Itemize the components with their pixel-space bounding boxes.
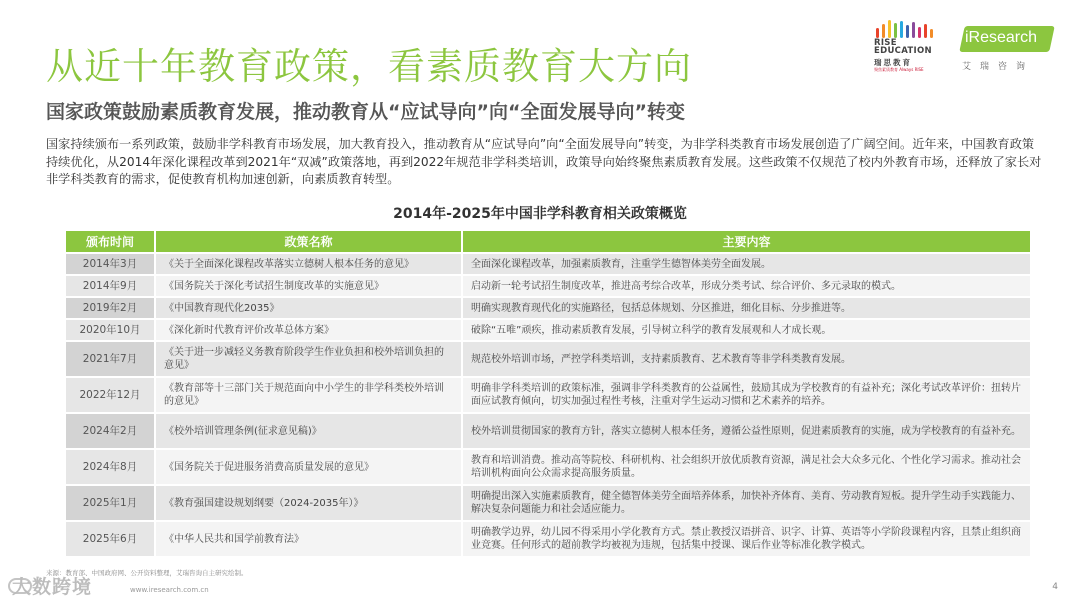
rise-logo-text: RISE EDUCATION [874, 38, 932, 56]
policy-table [64, 229, 1032, 558]
row-content: 校外培训贯彻国家的教育方针，落实立德树人根本任务，遵循公益性原则，促进素质教育的实施，成为学校教育的有益补充。 [463, 414, 1030, 448]
row-policy-name: 《关于进一步减轻义务教育阶段学生作业负担和校外培训负担的意见》 [156, 342, 461, 376]
row-policy-name: 《国务院关于促进服务消费高质量发展的意见》 [156, 450, 461, 484]
row-content: 明确提出深入实施素质教育，健全德智体美劳全面培养体系，加快补齐体育、美育、劳动教育短板。提升学生动手实践能力、解决复杂问题能力和社会适应能力。 [463, 486, 1030, 520]
table-row [66, 298, 1030, 318]
source-note: 来源：教育部、中国政府网、公开资料整理，艾瑞咨询自主研究绘制。 [46, 569, 248, 577]
iresearch-logo-cn: 艾瑞咨询 [962, 62, 1035, 72]
header-date: 颁布时间 [66, 231, 154, 252]
table-header-row [66, 231, 1030, 252]
header-policy-name: 政策名称 [156, 231, 461, 252]
intro-paragraph: 国家持续颁布一系列政策，鼓励非学科教育市场发展，加大教育投入，推动教育从“应试导向”向“全面发展导向”转变，为非学科类教育市场发展创造了广阔空间。近年来，中国教育政策持续优化，从2014年深化课程改革到2021年“双减”政策落地，再到2022年规范非学科类培训，政策导向始终聚焦素质教育发展。这些政策不仅规范了校内外教育市场，还释放了家长对非学科类教育的需求，促使教育机构加速创新，向素质教育转型。 [46, 137, 1042, 186]
row-date: 2024年2月 [66, 414, 154, 448]
header-content: 主要内容 [463, 231, 1030, 252]
table-row [66, 378, 1030, 412]
row-content: 明确教学边界，幼儿园不得采用小学化教育方式。禁止教授汉语拼音、识字、计算、英语等小学阶段课程内容，且禁止组织商业竞赛。任何形式的超前教学均被视为违规，包括集中授课、课后作业等标准化教学模式。 [463, 522, 1030, 556]
watermark-text: 大数跨境 [12, 576, 93, 598]
row-date: 2025年6月 [66, 522, 154, 556]
row-content: 全面深化课程改革，加强素质教育，注重学生德智体美劳全面发展。 [463, 254, 1030, 274]
row-policy-name: 《校外培训管理条例(征求意见稿)》 [156, 414, 461, 448]
rise-education-logo [874, 20, 946, 70]
table-row [66, 522, 1030, 556]
row-date: 2024年8月 [66, 450, 154, 484]
footer-url: www.iresearch.com.cn [130, 586, 209, 594]
row-policy-name: 《中国教育现代化2035》 [156, 298, 461, 318]
table-row [66, 276, 1030, 296]
page-subtitle: 国家政策鼓励素质教育发展，推动教育从“应试导向”向“全面发展导向”转变 [46, 101, 685, 123]
row-content: 规范校外培训市场，严控学科类培训，支持素质教育、艺术教育等非学科类教育发展。 [463, 342, 1030, 376]
row-content: 明确实现教育现代化的实施路径，包括总体规划、分区推进，细化目标、分步推进等。 [463, 298, 1030, 318]
table-title: 2014年-2025年中国非学科教育相关政策概览 [393, 206, 687, 222]
table-row [66, 414, 1030, 448]
page-number: 4 [1052, 582, 1058, 592]
page-title: 从近十年教育政策，看素质教育大方向 [46, 45, 692, 88]
table-row [66, 320, 1030, 340]
row-date: 2025年1月 [66, 486, 154, 520]
row-content: 启动新一轮考试招生制度改革，推进高考综合改革，形成分类考试、综合评价、多元录取的模式。 [463, 276, 1030, 296]
row-date: 2020年10月 [66, 320, 154, 340]
iresearch-logo-text: iResearch [965, 29, 1038, 46]
row-date: 2014年3月 [66, 254, 154, 274]
row-content: 明确非学科类培训的政策标准，强调非学科类教育的公益属性，鼓励其成为学校教育的有益补充；深化考试改革评价：扭转片面应试教育倾向，切实加强过程性考核，注重对学生运动习惯和艺术素养的培养。 [463, 378, 1030, 412]
table-row [66, 342, 1030, 376]
rise-logo-cn: 瑞思教育 [874, 58, 912, 67]
row-policy-name: 《关于全面深化课程改革落实立德树人根本任务的意见》 [156, 254, 461, 274]
table-row [66, 254, 1030, 274]
row-content: 破除“五唯”顽疾，推动素质教育发展，引导树立科学的教育发展观和人才成长观。 [463, 320, 1030, 340]
row-policy-name: 《深化新时代教育评价改革总体方案》 [156, 320, 461, 340]
row-content: 教育和培训消费。推动高等院校、科研机构、社会组织开放优质教育资源，满足社会大众多元化、个性化学习需求。推动社会培训机构面向公众需求提高服务质量。 [463, 450, 1030, 484]
row-date: 2019年2月 [66, 298, 154, 318]
rise-logo-tagline: 聚焦素质教育 Always RISE [874, 67, 924, 72]
row-date: 2014年9月 [66, 276, 154, 296]
table-row [66, 486, 1030, 520]
row-policy-name: 《中华人民共和国学前教育法》 [156, 522, 461, 556]
row-policy-name: 《教育强国建设规划纲要（2024-2035年）》 [156, 486, 461, 520]
table-row [66, 450, 1030, 484]
row-date: 2021年7月 [66, 342, 154, 376]
row-policy-name: 《教育部等十三部门关于规范面向中小学生的非学科类校外培训的意见》 [156, 378, 461, 412]
row-date: 2022年12月 [66, 378, 154, 412]
iresearch-logo [962, 26, 1054, 74]
row-policy-name: 《国务院关于深化考试招生制度改革的实施意见》 [156, 276, 461, 296]
